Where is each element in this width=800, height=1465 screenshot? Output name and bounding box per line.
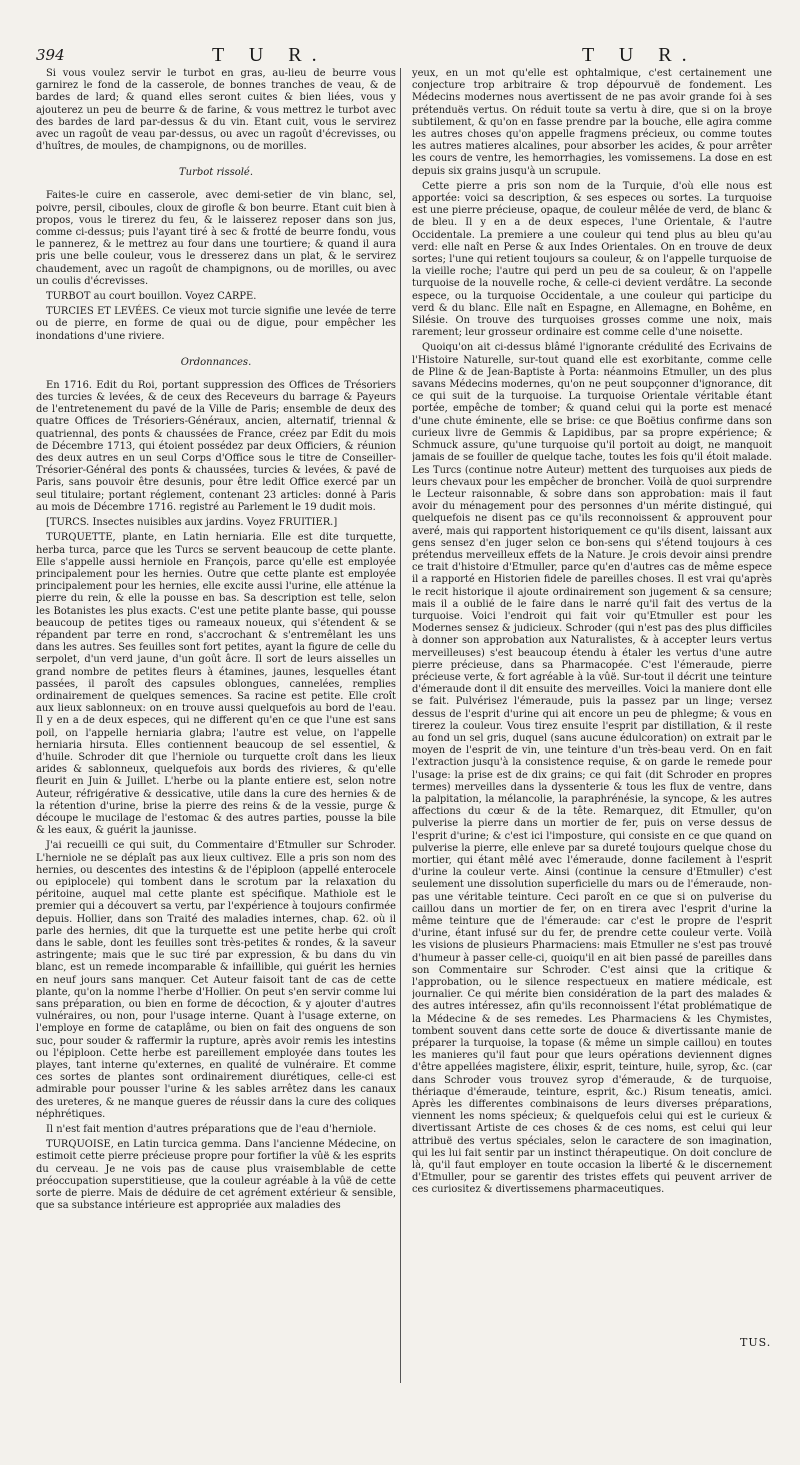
paragraph: yeux, en un mot qu'elle est ophtalmique, c'est certainement une conjecture trop arbitraire & trop dépourvuë de fondement. Les Médecins modernes nous avertissent de ne pas avoir grande foi à ses prétenduës vertus. On réduit toute sa vertu à dire, que si on la broye subtilement, & qu'on en fasse prendre par la bouche, elle agira comme les autres choses qu'on appelle fragmens précieux, ou comme toutes les autres matieres alcalines, pour absorber les acides, & pour arrêter les cours de ventre, les hemorrhagies, les vomissemens. La dose en est depuis six grains jusqu'à un scrupule.: [412, 68, 772, 177]
paragraph: TURQUOISE, en Latin turcica gemma. Dans l'ancienne Médecine, on estimoit cette pierre précieuse propre pour fortifier la vûë & les esprits du cerveau. Je ne vois pas de cause plus vraisemblable de cette préoccupation superstitieuse, que la couleur agréable à la vûë de cette sorte de pierre. Mais de déduire de cet agrément extérieur & sensible, que sa substance intérieure est appropriée aux maladies des: [36, 1139, 396, 1212]
right-column: [412, 68, 772, 1368]
left-column: [36, 68, 396, 1368]
section-heading: Ordonnances.: [180, 356, 252, 368]
paragraph: Faites-le cuire en casserole, avec demi-setier de vin blanc, sel, poivre, persil, ciboules, cloux de girofle & bon beurre. Etant cuit bien à propos, vous le tirerez du feu, & le laisserez reposer dans son jus, comme ci-dessus; puis l'ayant tiré à sec & frotté de beurre fondu, vous le pannerez, & le mettrez au four dans une tourtiere; & quand il aura pris une belle couleur, vous le dresserez dans un plat, & le servirez chaudement, avec un ragoût de champignons, ou de morilles, ou avec un coulis d'écrevisses.: [36, 190, 396, 287]
page-header: [36, 44, 776, 70]
paragraph: TURQUETTE, plante, en Latin herniaria. Elle est dite turquette, herba turca, parce que les Turcs se servent beaucoup de cette plante. Elle s'appelle aussi herniole en François, parce qu'elle est employée principalement pour les hernies. Outre que cette plante est employée principalement pour les hernies, elle excite aussi l'urine, elle atténue la pierre du rein, & elle la pousse en bas. Sa description est telle, selon les Botanistes les plus exacts. C'est une petite plante basse, qui pousse beaucoup de petites tiges ou rameaux noueux, qui s'étendent & se répandent par terre en rond, s'accrochant & s'entremêlant les uns dans les autres. Ses feuilles sont fort petites, ayant la figure de celle du serpolet, d'un verd jaune, d'un goût âcre. Il sort de leurs aisselles un grand nombre de petites fleurs à étamines, jaunes, lesquelles étant passées, il paroît des capsules oblongues, cannelées, remplies ordinairement de quelques semences. Sa racine est petite. Elle croît aux lieux sablonneux: on en trouve aussi quelquefois au bord de l'eau. Il y en a de deux especes, qui ne different qu'en ce que l'une est sans poil, on l'appelle herniaria glabra; l'autre est velue, on l'appelle herniaria hirsuta. Elles contiennent beaucoup de sel essentiel, & d'huile. Schroder dit que l'herniole ou turquette croît dans les lieux arides & sablonneux, quelquefois aux bords des rivieres, & qu'elle fleurit en Juin & Juillet. L'herbe ou la plante entiere est, selon notre Auteur, réfrigérative & dessicative, utile dans la cure des hernies & de la rétention d'urine, brise la pierre des reins & de la vessie, purge & découpe le mucilage de l'estomac & des autres parties, pousse la bile & les eaux, & guérit la jaunisse.: [36, 532, 396, 837]
section-heading: Turbot rissolé.: [178, 167, 254, 179]
paragraph: En 1716. Edit du Roi, portant suppression des Offices de Trésoriers des turcies & levées, & de ceux des Receveurs du barrage & Payeurs de l'entretenement du pavé de la Ville de Paris; ensemble de deux des quatre Offices de Trésoriers-Généraux, ancien, alternatif, triennal & quatriennal, des ponts & chaussées de France, créez par Edit du mois de Décembre 1713, qui étoient possédez par deux Officiers, & réunion des deux autres en un seul Corps d'Office sous le titre de Conseiller-Trésorier-Général des ponts & chaussées, turcies & levées, & pavé de Paris, sans pouvoir être desunis, pour être ledit Office exercé par un seul titulaire; portant réglement, contenant 23 articles: donné à Paris au mois de Décembre 1716. registré au Parlement le 19 dudit mois.: [36, 379, 396, 513]
paragraph: Si vous voulez servir le turbot en gras, au-lieu de beurre vous garnirez le fond de la casserole, de bonnes tranches de veau, & de bardes de lard; & quand elles seront cuites & bien liées, vous y ajouterez un peu de beurre & de farine, & vous mettrez le turbot avec des bardes de lard par-dessus & du vin. Etant cuit, vous le servirez avec un ragoût de veau par-dessus, ou avec un ragoût d'écrevisses, ou d'huîtres, de moules, de champignons, ou de morilles.: [36, 68, 396, 153]
page-number: 394: [36, 46, 65, 64]
paragraph: Il n'est fait mention d'autres préparations que de l'eau d'herniole.: [46, 1124, 377, 1136]
paragraph: J'ai recueilli ce qui suit, du Commentaire d'Etmuller sur Schroder. L'herniole ne se déplaît pas aux lieux cultivez. Elle a pris son nom des hernies, ou descentes des intestins & de l'épiploon (appellé enterocele ou epiplocele) qui tombent dans le scrotum par la relaxation du péritoine, auquel mal cette plante est spécifique. Mathiole est le premier qui a découvert sa vertu, par l'expérience à toujours confirmée depuis. Hollier, dans son Traité des maladies internes, chap. 62. où il parle des hernies, dit que la turquette est une petite herbe qui croît dans le sable, dont les feuilles sont très-petites & rondes, & la saveur astringente; mais que le suc tiré par expression, & bu dans du vin blanc, est un remede incomparable & infaillible, qui guérit les hernies en neuf jours sans manquer. Cet Auteur faisoit tant de cas de cette plante, qu'on la nomme l'herbe d'Hollier. On peut s'en servir comme lui sans préparation, ou bien en forme de décoction, & y ajouter d'autres vulnéraires, ou non, pour l'usage interne. Quant à l'usage externe, on l'employe en forme de cataplâme, ou bien on fait des onguens de son suc, pour souder & raffermir la rupture, après avoir remis les intestins ou l'épiploon. Cette herbe est pareillement employée dans toutes les playes, tant interne qu'externes, en qualité de vulnéraire. Et comme ces sortes de plantes sont ordinairement diurétiques, celle-ci est admirable pour pousser l'urine & les sables arrêtez dans les canaux des ureteres, & ne manque gueres de réussir dans la cure des coliques néphrétiques.: [36, 840, 396, 1120]
catchword: TUS.: [740, 1336, 772, 1349]
paragraph: TURBOT au court bouillon. Voyez CARPE.: [46, 291, 257, 303]
paragraph: [TURCS. Insectes nuisibles aux jardins. Voyez FRUITIER.]: [46, 517, 338, 529]
running-head-left: T U R.: [212, 44, 327, 66]
paragraph: TURCIES ET LEVÉES. Ce vieux mot turcie signifie une levée de terre ou de pierre, en forme de quai ou de digue, pour empêcher les inondations d'une riviere.: [36, 306, 396, 342]
paragraph: Cette pierre a pris son nom de la Turquie, d'où elle nous est apportée: voici sa description, & ses especes ou sortes. La turquoise est une pierre précieuse, opaque, de couleur mêlée de verd, de blanc & de bleu. Il y en a de deux especes, l'une Orientale, & l'autre Occidentale. La premiere a une couleur qui tend plus au bleu qu'au verd: elle naît en Perse & aux Indes Orientales. On en trouve de deux sortes; l'une qui retient toujours sa couleur, & on l'appelle turquoise de la vieille roche; l'autre qui perd un peu de sa couleur, & on l'appelle turquoise de la nouvelle roche, & celle-ci devient verdâtre. La seconde espece, ou la turquoise Occidentale, a une couleur qui participe du verd & du blanc. Elle naît en Espagne, en Allemagne, en Bohême, en Silésie. On trouve des turquoises grosses comme une noix, mais rarement; leur grosseur ordinaire est comme celle d'une noisette.: [412, 180, 772, 339]
column-rule: [400, 68, 401, 1383]
running-head-right: T U R.: [582, 44, 697, 66]
paragraph: Quoiqu'on ait ci-dessus blâmé l'ignorante crédulité des Ecrivains de l'Histoire Naturelle, sur-tout quand elle est exorbitante, comme celle de Pline & de Jean-Baptiste à Porta: néanmoins Etmuller, un des plus savans Médecins modernes, qu'on ne peut soupçonner d'ignorance, dit ce qui suit de la turquoise. La turquoise Orientale véritable étant portée, empêche de tomber; & quand celui qui la porte est menacé d'une chute éminente, elle se brise: ce que Boëtius confirme dans son curieux livre de Gemmis & Lapidibus, par sa propre expérience; & Schmuck assure, qu'une turquoise qu'il portoit au doigt, ne manquoit jamais de se fouiller de quelque tache, toutes les fois qu'il étoit malade. Les Turcs (continue notre Auteur) mettent des turquoises aux pieds de leurs chevaux pour les empêcher de broncher. Voilà de quoi surprendre le Lecteur raisonnable, & sobre dans son approbation: mais il faut avoir du ménagement pour des personnes d'un mérite distingué, qui quelquefois ne disent pas ce qu'ils reconnoissent & approuvent pour averé, mais qui rapportent historiquement ce qu'ils disent, laissant aux gens sensez d'en juger selon ce bon-sens qui s'étend toujours à ces prétendus merveilleux effets de la Nature. Je crois devoir ainsi prendre ce trait d'histoire d'Etmuller, parce qu'en d'autres cas de même espece il a rapporté en Historien fidele de pareilles choses. Il est vrai qu'après le recit historique il ajoute ordinairement son jugement & sa censure; mais il a oublié de le faire dans le narré qu'il fait des vertus de la turquoise. Voici l'endroit qui fait voir qu'Etmuller est pour les Modernes sensez & judicieux. Schroder (qui n'est pas des plus difficiles à donner son approbation aux Naturalistes, & à accepter leurs vertus merveilleuses) s'est beaucoup étendu à étaler les vertus d'une autre pierre précieuse, dans sa Pharmacopée. C'est l'émeraude, pierre précieuse verte, & fort agréable à la vûë. Sur-tout il décrit une teinture d'émeraude dont il dit ensuite des merveilles. Voici la maniere dont elle se fait. Pulvérisez l'émeraude, puis la passez par un linge; versez dessus de l'esprit d'urine qui ait encore un peu de phlegme; & vous en tirerez la couleur. Vous tirez ensuite l'esprit par distillation, & il reste au fond un sel gris, duquel (sans aucune édulcoration) on extrait par le moyen de l'esprit de vin, une teinture d'un très-beau verd. On en fait l'extraction jusqu'à la consistence requise, & on garde le remede pour l'usage: la prise est de dix grains; ce qui fait (dit Schroder en propres termes) merveilles dans la dyssenterie & tous les flux de ventre, dans la palpitation, la mélancolie, la paraphrénésie, la syncope, & les autres affections du cœur & de la tête. Remarquez, dit Etmuller, qu'on pulverise la pierre dans un mortier de fer, puis on verse dessus de l'esprit d'urine; & c'est ici l'imposture, qui consiste en ce que quand on pulverise la pierre, elle enleve par sa dureté toujours quelque chose du mortier, qui étant mêlé avec l'émeraude, donne facilement à l'esprit d'urine la couleur verte. Ainsi (continue la censure d'Etmuller) c'est seulement une dissolution superficielle du mars ou de l'émeraude, non-pas une véritable teinture. Ceci paroît en ce que si on pulverise du caillou dans un mortier de fer, on en tirera avec l'esprit d'urine la même teinture que de l'émeraude: car c'est le propre de l'esprit d'urine, étant infusé sur du fer, de prendre cette couleur verte. Voilà les visions de plusieurs Pharmaciens: mais Etmuller ne s'est pas trouvé d'humeur à passer celle-ci, quoiqu'il en ait bien passé de pareilles dans son Commentaire sur Schroder. C'est ainsi que la critique & l'approbation, ou le silence respectueux en matiere médicale, est journalier. Ce qui mérite bien considération de la part des malades & des autres intéressez, afin qu'ils reconnoissent l'état problématique de la Médecine & de ses remedes. Les Pharmaciens & les Chymistes, tombent souvent dans cette sorte de douce & divertissante manie de préparer la turquoise, la topase (& même un simple caillou) en toutes les manieres qu'il faut pour que leurs opérations deviennent dignes d'être appellées magistere, élixir, esprit, teinture, huile, syrop, &c. (car dans Schroder vous trouvez syrop d'émeraude, & de turquoise, thériaque d'émeraude, teinture, esprit, &c.) Risum teneatis, amici. Après les differentes combinaisons de leurs diverses préparations, viennent les noms spécieux; & quelquefois celui qui est le curieux & divertissant Artiste de ces choses & de ces noms, est celui qui leur attribuë des vertus spéciales, selon le caractere de son imagination, qui les lui fait sentir par un instinct thérapeutique. On doit conclure de là, qu'il faut employer en toute occasion la liberté & le discernement d'Etmuller, pour se garentir des tristes effets qui peuvent arriver de ces curiositez & divertissemens pharmaceutiques.: [412, 342, 772, 1196]
